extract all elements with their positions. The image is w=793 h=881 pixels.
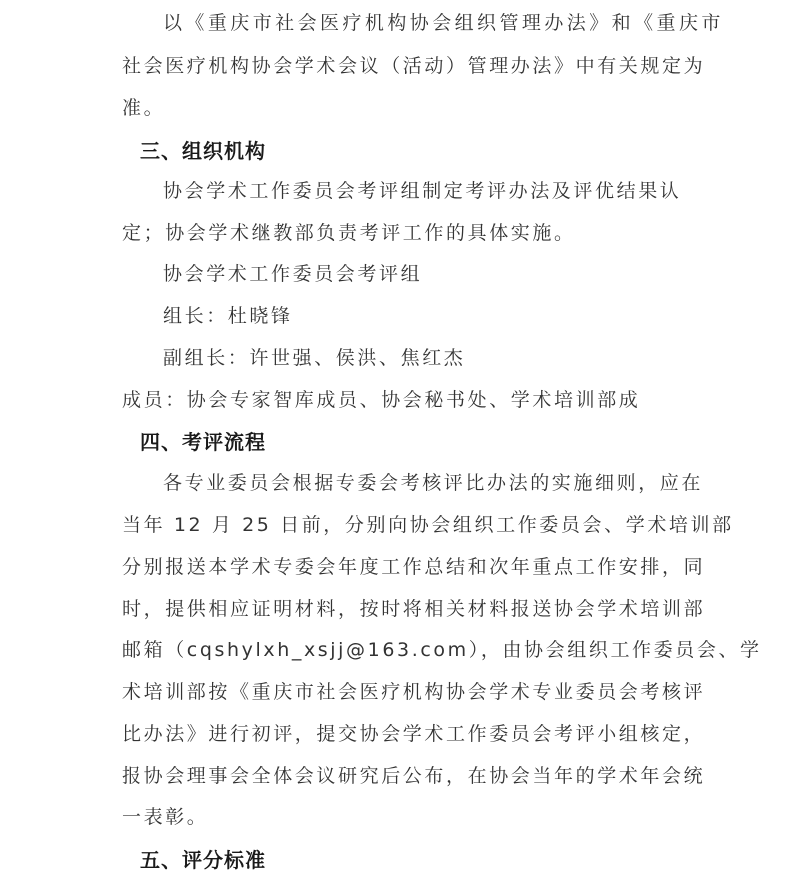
paragraph-line: 分别报送本学术专委会年度工作总结和次年重点工作安排，同: [122, 556, 706, 578]
paragraph-line: 邮箱（cqshylxh_xsjj@163.com），由协会组织工作委员会、学: [122, 639, 762, 661]
section-heading-process: 四、考评流程: [140, 430, 266, 454]
section-heading-scoring: 五、评分标准: [140, 848, 266, 872]
paragraph-line: 协会学术工作委员会考评组制定考评办法及评优结果认: [163, 180, 682, 202]
paragraph-line: 准。: [122, 97, 166, 119]
paragraph-line: 当年 12 月 25 日前，分别向协会组织工作委员会、学术培训部: [122, 514, 734, 536]
paragraph-line: 定；协会学术继教部负责考评工作的具体实施。: [122, 222, 576, 244]
paragraph-line: 各专业委员会根据专委会考核评比办法的实施细则，应在: [163, 472, 704, 494]
section-heading-organization: 三、组织机构: [140, 139, 266, 163]
paragraph-line: 协会学术工作委员会考评组: [163, 263, 423, 285]
paragraph-line: 社会医疗机构协会学术会议（活动）管理办法》中有关规定为: [122, 55, 706, 77]
paragraph-line: 时，提供相应证明材料，按时将相关材料报送协会学术培训部: [122, 598, 706, 620]
paragraph-line: 术培训部按《重庆市社会医疗机构协会学术专业委员会考核评: [122, 681, 706, 703]
paragraph-line: 以《重庆市社会医疗机构协会组织管理办法》和《重庆市: [163, 12, 723, 34]
paragraph-line: 成员：协会专家智库成员、协会秘书处、学术培训部成: [122, 389, 641, 411]
paragraph-line: 比办法》进行初评，提交协会学术工作委员会考评小组核定，: [122, 723, 706, 745]
paragraph-line: 一表彰。: [122, 806, 209, 828]
paragraph-line: 组长：杜晓锋: [163, 305, 293, 327]
paragraph-line: 副组长：许世强、侯洪、焦红杰: [163, 347, 466, 369]
paragraph-line: 报协会理事会全体会议研究后公布，在协会当年的学术年会统: [122, 765, 706, 787]
